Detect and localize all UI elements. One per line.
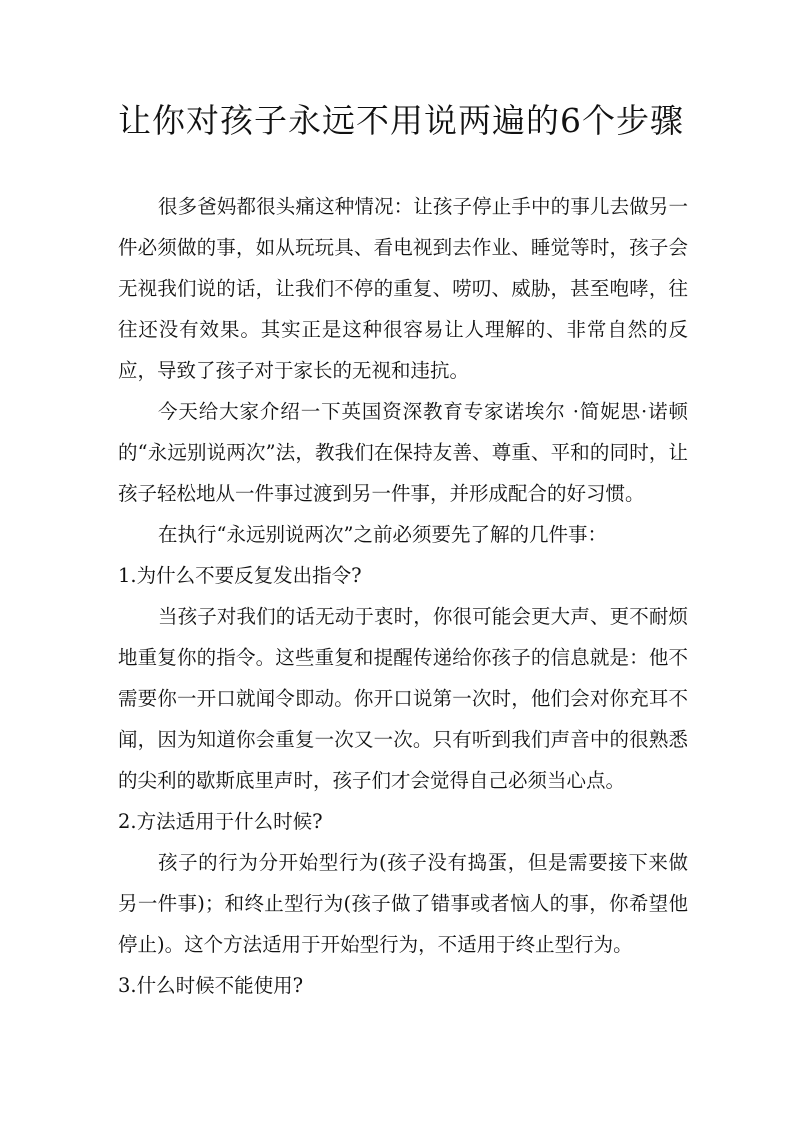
section-text-2: 孩子的行为分开始型行为(孩子没有捣蛋，但是需要接下来做另一件事)；和终止型行为(孩子做了错事或者恼人的事，你希望他停止)。这个方法适用于开始型行为，不适用于终止型行为。 [118, 851, 688, 956]
section-heading-1: 1.为什么不要反复发出指令? [118, 564, 362, 587]
section-heading-2: 2.方法适用于什么时候? [118, 810, 323, 833]
prerequisite-paragraph: 在执行“永远别说两次”之前必须要先了解的几件事： [158, 523, 607, 546]
section-text-1: 当孩子对我们的话无动于衷时，你很可能会更大声、更不耐烦地重复你的指令。这些重复和提醒传递给你孩子的信息就是：他不需要你一开口就闻令即动。你开口说第一次时，他们会对你充耳不闻，因为知道你会重复一次又一次。只有听到我们声音中的很熟悉的尖利的歇斯底里声时，孩子们才会觉得自己必须当心点。 [118, 605, 688, 792]
intro-paragraph: 很多爸妈都很头痛这种情况：让孩子停止手中的事儿去做另一件必须做的事，如从玩玩具、看电视到去作业、睡觉等时，孩子会无视我们说的话，让我们不停的重复、唠叨、威胁，甚至咆哮，往往还没有效果。其实正是这种很容易让人理解的、非常自然的反应，导致了孩子对于家长的无视和违抗。 [118, 195, 688, 382]
section-heading-3: 3.什么时候不能使用? [118, 974, 304, 997]
method-intro-paragraph: 今天给大家介绍一下英国资深教育专家诺埃尔 ·简妮思·诺顿的“永远别说两次”法，教我们在保持友善、尊重、平和的同时，让孩子轻松地从一件事过渡到另一件事，并形成配合的好习惯。 [118, 400, 688, 505]
document-body [118, 186, 688, 1006]
document-title: 让你对孩子永远不用说两遍的6个步骤 [118, 101, 684, 140]
